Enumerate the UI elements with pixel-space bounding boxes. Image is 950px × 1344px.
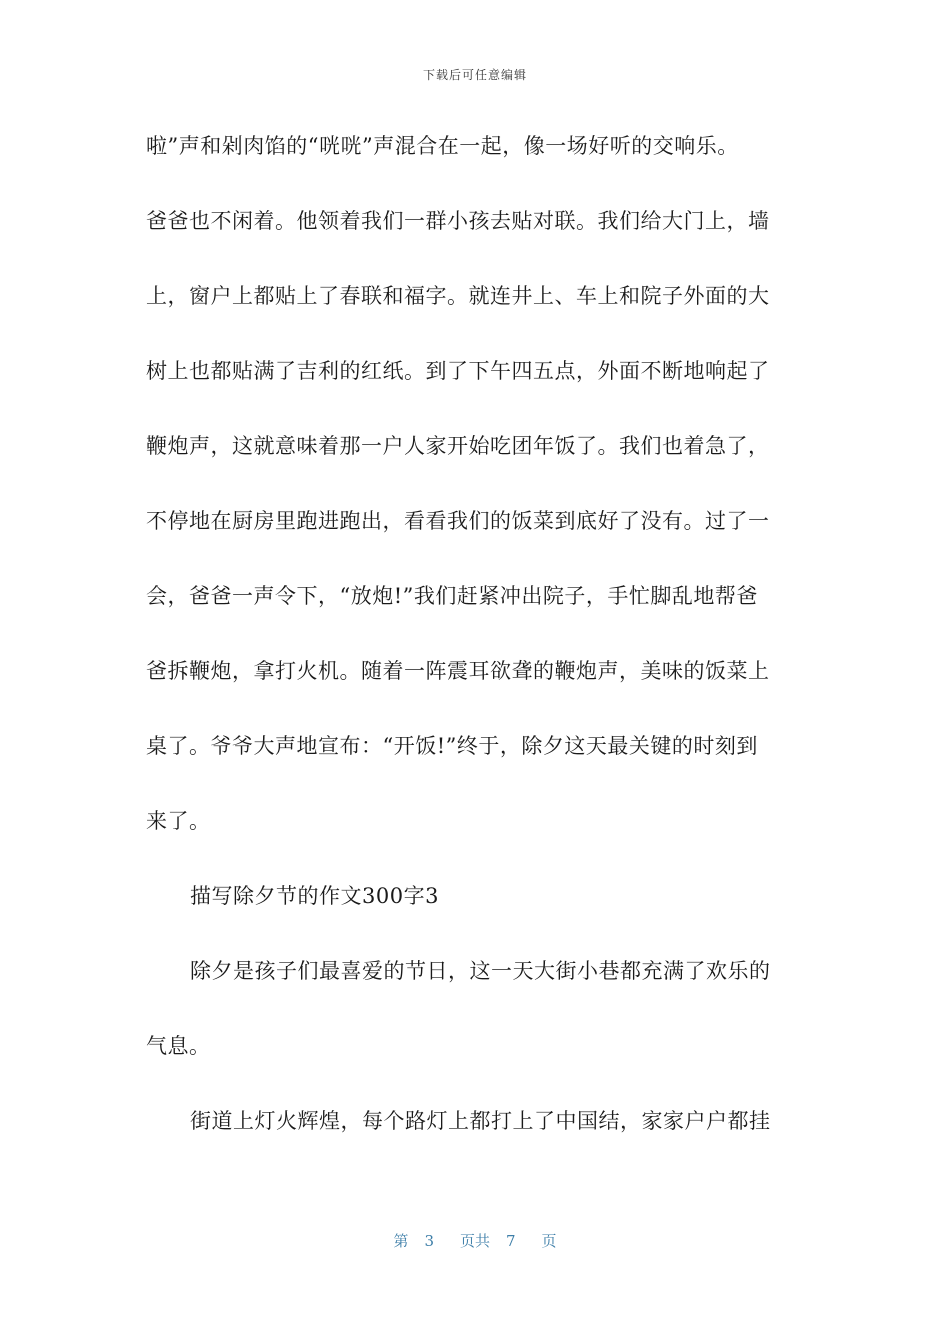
- text-line: 鞭炮声，这就意味着那一户人家开始吃团年饭了。我们也着急了，: [146, 434, 770, 458]
- text-line: 树上也都贴满了吉利的红纸。到了下午四五点，外面不断地响起了: [146, 359, 770, 383]
- text-line: 会，爸爸一声令下，“放炮!”我们赶紧冲出院子，手忙脚乱地帮爸: [146, 584, 758, 608]
- text-line: 气息。: [146, 1034, 211, 1058]
- footer-total-pages: 7: [506, 1232, 516, 1250]
- text-line: 爸拆鞭炮，拿打火机。随着一阵震耳欲聋的鞭炮声，美味的饭菜上: [146, 659, 770, 683]
- text-line: 不停地在厨房里跑进跑出，看看我们的饭菜到底好了没有。过了一: [146, 509, 770, 533]
- text-line: 上，窗户上都贴上了春联和福字。就连井上、车上和院子外面的大: [146, 284, 770, 308]
- text-line: 街道上灯火辉煌，每个路灯上都打上了中国结，家家户户都挂: [190, 1109, 771, 1133]
- text-line: 桌了。爷爷大声地宣布：“开饭!”终于，除夕这天最关键的时刻到: [146, 734, 758, 758]
- footer-prefix: 第: [393, 1232, 409, 1250]
- page-header: 下载后可任意编辑: [422, 68, 527, 82]
- section-title: 描写除夕节的作文300字3: [190, 884, 439, 908]
- footer-middle: 页共: [459, 1232, 490, 1250]
- text-line: 啦”声和剁肉馅的“咣咣”声混合在一起，像一场好听的交响乐。: [146, 134, 739, 158]
- footer-page-number: 3: [424, 1232, 434, 1250]
- footer-suffix: 页: [541, 1232, 557, 1250]
- text-line: 来了。: [146, 809, 211, 833]
- document-body: [146, 124, 806, 1174]
- text-line: 爸爸也不闲着。他领着我们一群小孩去贴对联。我们给大门上，墙: [146, 209, 770, 233]
- page-footer: [0, 1230, 950, 1251]
- text-line: 除夕是孩子们最喜爱的节日，这一天大街小巷都充满了欢乐的: [190, 959, 771, 983]
